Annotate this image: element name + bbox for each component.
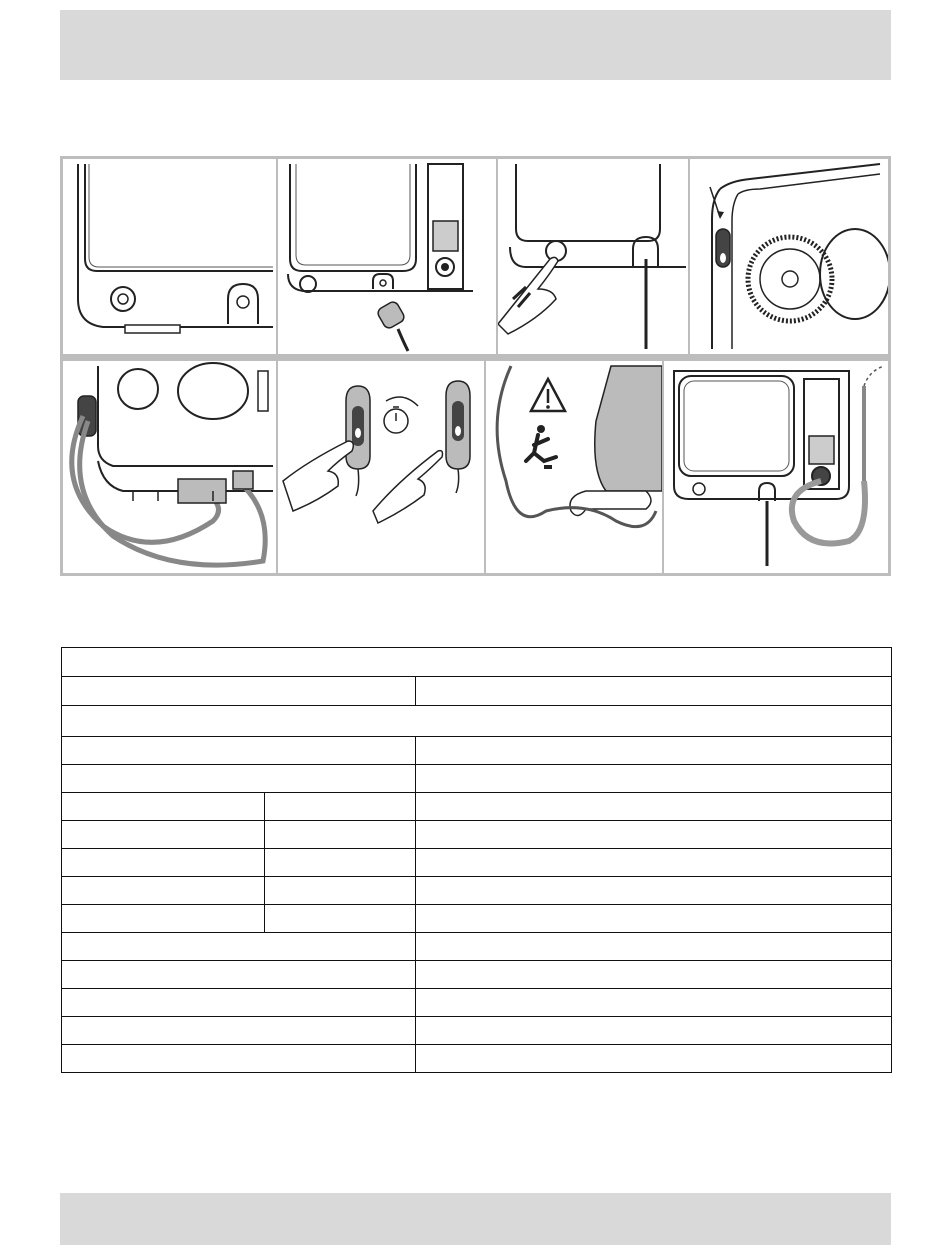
table-row: [62, 961, 892, 989]
table-cell: [62, 1017, 416, 1045]
table-cell: [416, 1045, 892, 1073]
table-cell: [416, 933, 892, 961]
table-row: [62, 933, 892, 961]
table-cell: [416, 821, 892, 849]
table-cell: [265, 877, 416, 905]
coiled-hose-icon: [664, 361, 888, 576]
table-cell: [265, 905, 416, 933]
hose-storage-panel: [664, 361, 888, 576]
control-knob-icon: [690, 159, 888, 354]
table-cell: [62, 648, 892, 677]
table-cell: [416, 765, 892, 793]
rear-cable-connection-panel: [63, 361, 276, 576]
table-row: [62, 1017, 892, 1045]
table-cell: [62, 933, 416, 961]
side-control-knob-panel: [690, 159, 888, 354]
illustration-strip: [60, 156, 891, 576]
table-cell: [62, 793, 265, 821]
table-row: [62, 1045, 892, 1073]
table-cell: [416, 961, 892, 989]
table-cell: [62, 677, 416, 706]
table-row: [62, 849, 892, 877]
table-cell: [416, 1017, 892, 1045]
table-cell: [62, 737, 416, 765]
appliance-front-switch-panel: [63, 159, 276, 354]
table-row: [62, 793, 892, 821]
table-cell: [62, 989, 416, 1017]
table-cell: [416, 849, 892, 877]
table-cell: [416, 905, 892, 933]
table-cell: [416, 989, 892, 1017]
table-cell: [265, 793, 416, 821]
table-row: [62, 905, 892, 933]
stopwatch-icon: [278, 361, 484, 576]
header-band: [60, 10, 891, 80]
warning-triangle-icon: [486, 361, 662, 576]
finger-press-icon: [498, 159, 688, 354]
table-cell: [62, 821, 265, 849]
table-row: [62, 737, 892, 765]
table-row: [62, 677, 892, 706]
table-row: [62, 821, 892, 849]
table-row: [62, 706, 892, 737]
table-cell: [62, 849, 265, 877]
cable-plug-icon: [63, 361, 276, 576]
trip-hazard-warning-panel: [486, 361, 662, 576]
spec-table: [61, 647, 892, 1073]
table-row: [62, 877, 892, 905]
footer-band: [60, 1193, 891, 1245]
hand-switch-timer-panel: [278, 361, 484, 576]
table-cell: [62, 961, 416, 989]
table-cell: [62, 706, 892, 737]
table-cell: [416, 793, 892, 821]
table-cell: [62, 1045, 416, 1073]
hose-connection-panel: [278, 159, 496, 354]
hose-connector-icon: [278, 159, 496, 354]
table-cell: [265, 849, 416, 877]
table-cell: [265, 821, 416, 849]
press-power-button-panel: [498, 159, 688, 354]
table-cell: [62, 765, 416, 793]
table-cell: [416, 877, 892, 905]
table-row: [62, 765, 892, 793]
table-cell: [62, 905, 265, 933]
table-cell: [62, 877, 265, 905]
table-cell: [416, 737, 892, 765]
table-cell: [416, 677, 892, 706]
table-row: [62, 989, 892, 1017]
appliance-panel-icon: [63, 159, 276, 354]
table-row: [62, 648, 892, 677]
